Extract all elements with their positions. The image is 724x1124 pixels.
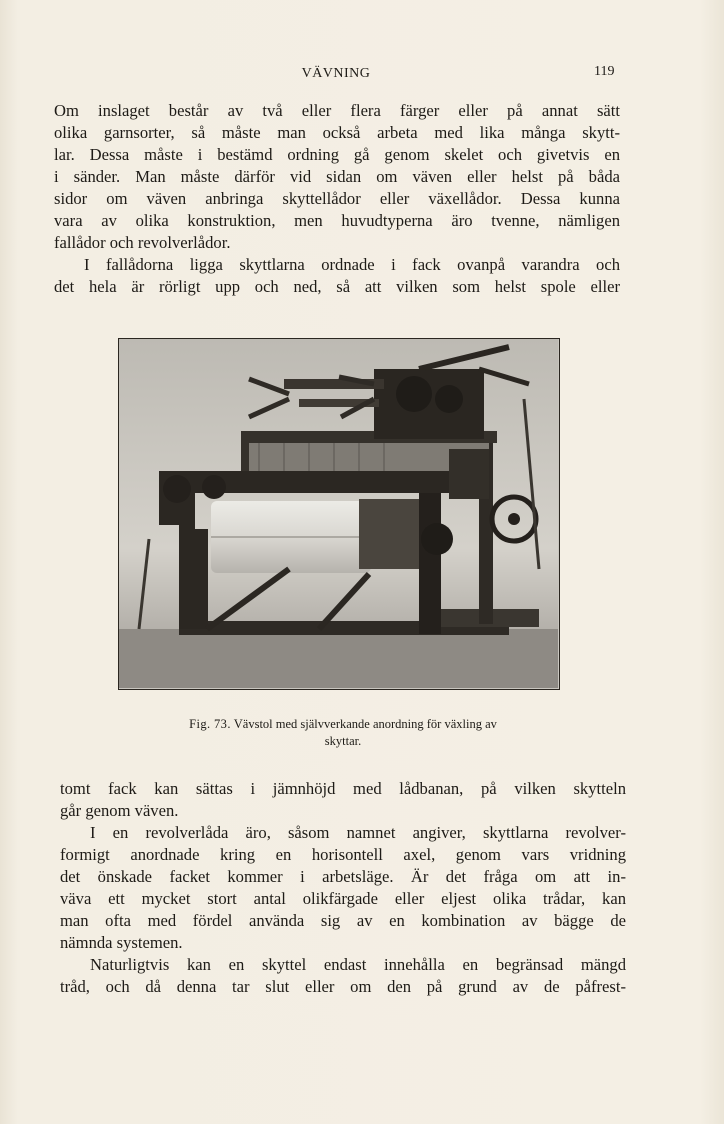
text-line: nämnda systemen. xyxy=(60,933,183,952)
text-line: Om inslaget består av två eller flera färger eller på annat sätt xyxy=(54,101,620,120)
caption-line: skyttar. xyxy=(324,734,362,748)
text-line: det hela är rörligt upp och ned, så att vilken som helst spole eller xyxy=(54,277,620,296)
text-line: Naturligtvis kan en skyttel endast innehålla en begränsad mängd xyxy=(90,955,626,974)
paragraph-1 xyxy=(54,100,620,254)
paragraph-2 xyxy=(54,254,620,298)
text-line: fallådor och revolverlådor. xyxy=(54,233,231,252)
text-line: tomt fack kan sättas i jämnhöjd med lådbanan, på vilken skytteln xyxy=(60,779,626,798)
running-head xyxy=(0,64,724,84)
text-line: I en revolverlåda äro, såsom namnet angiver, skyttlarna revolver- xyxy=(90,823,626,842)
loom-photograph xyxy=(118,338,560,690)
chapter-title: VÄVNING xyxy=(301,66,371,81)
text-line: tråd, och då denna tar slut eller om den på grund av de påfrest- xyxy=(60,977,626,996)
caption-text: Vävstol med självverkande anordning för växling av xyxy=(233,717,497,731)
text-line: går genom väven. xyxy=(60,801,179,820)
text-line: formigt anordnade kring en horisontell axel, genom vars vridning xyxy=(60,845,626,864)
text-line: vara av olika konstruktion, men huvudtyperna äro tvenne, nämligen xyxy=(54,211,620,230)
text-line: det önskade facket kommer i arbetsläge. Är det fråga om att in- xyxy=(60,867,626,886)
paragraph-3 xyxy=(60,778,626,998)
loom-illustration xyxy=(119,339,558,688)
text-line: lar. Dessa måste i bestämd ordning gå genom skelet och givetvis en xyxy=(54,145,620,164)
text-line: man ofta med fördel använda sig av en kombination av bägge de xyxy=(60,911,626,930)
caption-line xyxy=(118,716,568,733)
text-line: sidor om väven anbringa skyttellådor eller växellådor. Dessa kunna xyxy=(54,189,620,208)
text-line: I fallådorna ligga skyttlarna ordnade i fack ovanpå varandra och xyxy=(84,255,620,274)
figure-caption xyxy=(118,716,568,750)
text-line: olika garnsorter, så måste man också arbeta med lika många skytt- xyxy=(54,123,620,142)
figure-label: Fig. 73. xyxy=(189,717,231,731)
page-number: 119 xyxy=(594,64,615,79)
text-line: i sänder. Man måste därför vid sidan om väven eller helst på båda xyxy=(54,167,620,186)
text-line: väva ett mycket stort antal olikfärgade eller eljest olika trådar, kan xyxy=(60,889,626,908)
